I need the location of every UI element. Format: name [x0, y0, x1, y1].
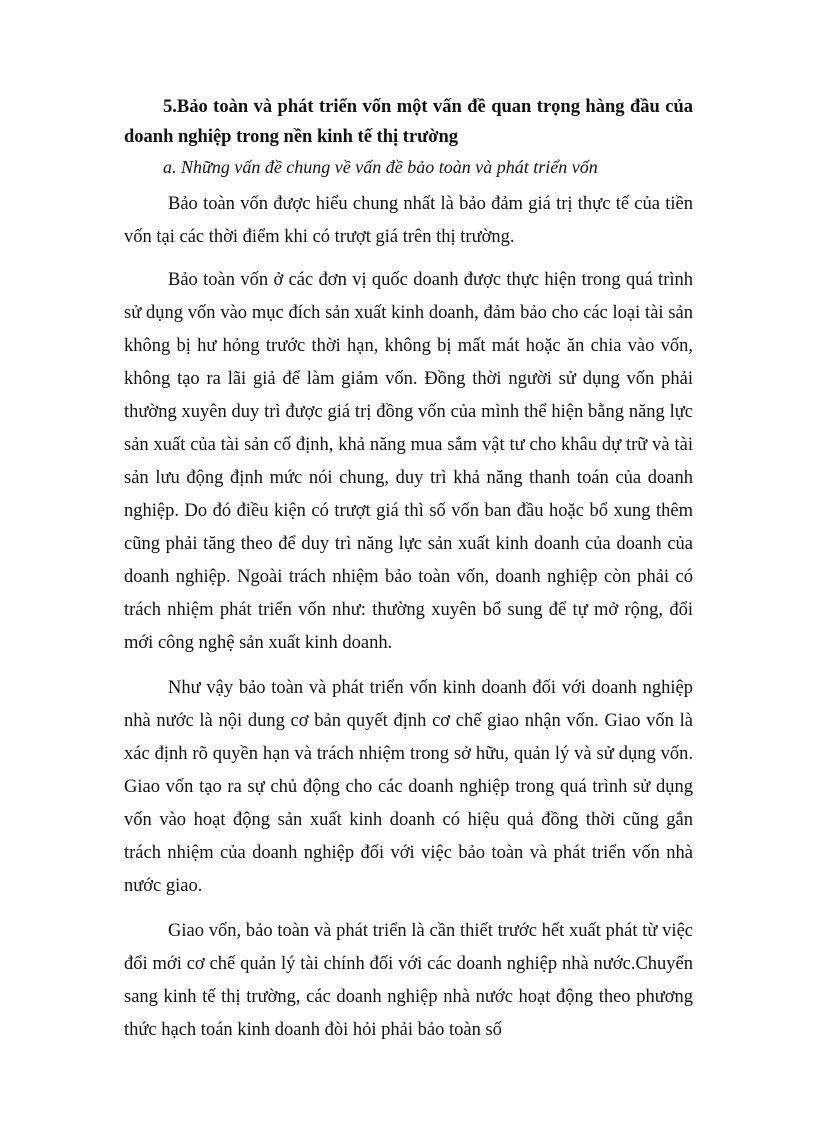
paragraph-2: Bảo toàn vốn ở các đơn vị quốc doanh được thực hiện trong quá trình sử dụng vốn vào mục đích sản xuất kinh doanh, đảm bảo cho các loại tài sản không bị hư hỏng trước thời hạn, không bị mất mát hoặc ăn chia vào vốn, không tạo ra lãi giả để làm giảm vốn. Đồng thời người sử dụng vốn phải thường xuyên duy trì được giá trị đồng vốn của mình thể hiện bằng năng lực sản xuất của tài sản cố định, khả năng mua sắm vật tư cho khâu dự trữ và tài sản lưu động định mức nói chung, duy trì khả năng thanh toán của doanh nghiệp. Do đó điều kiện có trượt giá thì số vốn ban đầu hoặc bổ xung thêm cũng phải tăng theo để duy trì năng lực sản xuất kinh doanh của doanh của doanh nghiệp. Ngoài trách nhiệm bảo toàn vốn, doanh nghiệp còn phải có trách nhiệm phát triển vốn như: thường xuyên bổ sung để tự mở rộng, đổi mới công nghệ sản xuất kinh doanh. [124, 270, 693, 653]
subsection-heading: a. Những vấn đề chung về vấn đề bảo toàn và phát triển vốn [163, 157, 598, 177]
paragraph-3: Như vậy bảo toàn và phát triển vốn kinh doanh đối với doanh nghiệp nhà nước là nội dung cơ bản quyết định cơ chế giao nhận vốn. Giao vốn là xác định rõ quyền hạn và trách nhiệm trong sở hữu, quản lý và sử dụng vốn. Giao vốn tạo ra sự chủ động cho các doanh nghiệp trong quá trình sử dụng vốn vào hoạt động sản xuất kinh doanh có hiệu quả đồng thời cũng gắn trách nhiệm của doanh nghiệp đối với việc bảo toàn và phát triển vốn nhà nước giao. [124, 678, 693, 896]
paragraph-1: Bảo toàn vốn được hiểu chung nhất là bảo đảm giá trị thực tế của tiền vốn tại các thời điểm khi có trượt giá trên thị trường. [124, 194, 693, 247]
document-page [124, 92, 693, 1059]
section-heading: 5.Bảo toàn và phát triển vốn một vấn đề quan trọng hàng đầu của doanh nghiệp trong nền kinh tế thị trường [124, 97, 693, 147]
paragraph-4: Giao vốn, bảo toàn và phát triển là cần thiết trước hết xuất phát từ việc đổi mới cơ chế quản lý tài chính đối với các doanh nghiệp nhà nước.Chuyển sang kinh tế thị trường, các doanh nghiệp nhà nước hoạt động theo phương thức hạch toán kinh doanh đòi hỏi phải bảo toàn số [124, 921, 693, 1040]
